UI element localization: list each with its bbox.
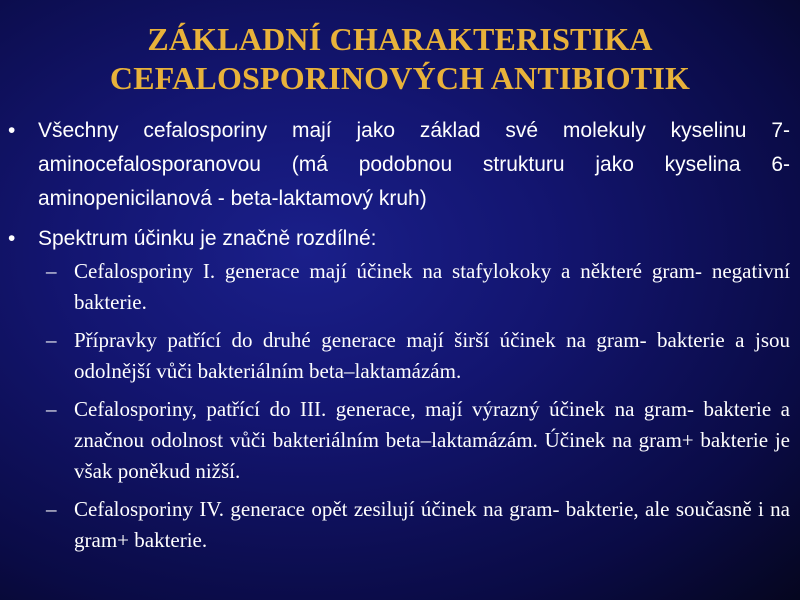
dash-icon: – bbox=[46, 259, 57, 283]
sub-bullet-text: Přípravky patřící do druhé generace mají širší účinek na gram- bakterie a jsou odolnější vůči bakteriálním beta–laktamázám. bbox=[74, 328, 790, 383]
sub-bullet-item bbox=[46, 494, 790, 556]
slide-body bbox=[0, 114, 800, 563]
dash-icon: – bbox=[46, 397, 57, 421]
slide-title bbox=[20, 20, 780, 98]
bullet-item bbox=[8, 114, 790, 216]
sub-bullet-item bbox=[46, 256, 790, 318]
sub-bullet-item bbox=[46, 325, 790, 387]
slide-title-line-1: ZÁKLADNÍ CHARAKTERISTIKA bbox=[147, 21, 653, 57]
sub-bullet-text: Cefalosporiny IV. generace opět zesilují účinek na gram- bakterie, ale současně i na gram+ bakterie. bbox=[74, 497, 790, 552]
bullet-icon: • bbox=[8, 119, 16, 142]
bullet-item bbox=[8, 222, 790, 256]
dash-icon: – bbox=[46, 328, 57, 352]
dash-icon: – bbox=[46, 497, 57, 521]
bullet-text: Všechny cefalosporiny mají jako základ své molekuly kyselinu 7-aminocefalosporanovou (má podobnou strukturu jako kyselina 6-aminopenicilanová - beta-laktamový kruh) bbox=[38, 119, 790, 210]
sub-bullet-item bbox=[46, 394, 790, 487]
slide-title-line-2: CEFALOSPORINOVÝCH ANTIBIOTIK bbox=[109, 60, 691, 96]
sub-bullet-text: Cefalosporiny, patřící do III. generace, mají výrazný účinek na gram- bakterie a značnou odolnost vůči bakteriálním beta–laktamázám. Účinek na gram+ bakterie je však poněkud nižší. bbox=[74, 397, 790, 483]
bullet-icon: • bbox=[8, 227, 16, 250]
sub-bullet-text: Cefalosporiny I. generace mají účinek na stafylokoky a některé gram- negativní bakterie. bbox=[74, 259, 790, 314]
bullet-text: Spektrum účinku je značně rozdílné: bbox=[38, 227, 377, 250]
